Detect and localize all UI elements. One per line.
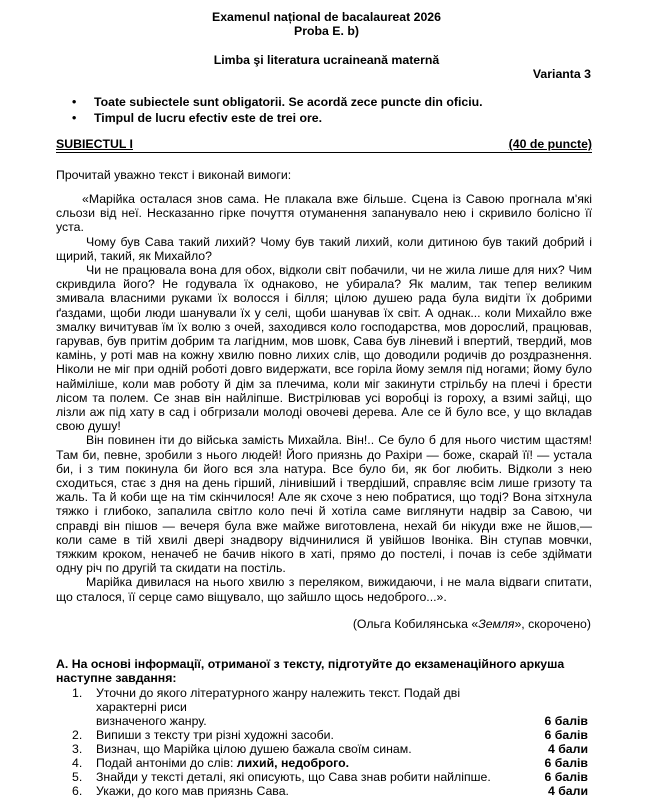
source-author: (Ольга Кобилянська « xyxy=(352,617,479,631)
task-number xyxy=(72,714,96,728)
task-text: Укажи, до кого мав приязнь Сава. xyxy=(96,784,289,798)
rule-text: Toate subiectele sunt obligatorii. Se acordă zece puncte din oficiu. xyxy=(94,95,483,109)
task-points xyxy=(524,686,592,714)
task-number: 3. xyxy=(72,742,83,756)
task-points: 6 балів xyxy=(544,728,588,742)
task-item xyxy=(72,686,592,714)
task-item xyxy=(72,756,592,770)
rule-item xyxy=(72,110,483,126)
task-number: 2. xyxy=(72,728,83,742)
task-points: 6 балів xyxy=(544,714,588,728)
bullet-icon: • xyxy=(72,111,77,125)
exam-title: Examenul național de bacalaureat 2026 xyxy=(212,10,441,24)
task-text-plain: Подай антоніми до слів: xyxy=(96,756,237,770)
task-number: 6. xyxy=(72,784,83,798)
task-points: 6 балів xyxy=(544,770,588,784)
task-points: 4 бали xyxy=(547,742,588,756)
rule-text: Timpul de lucru efectiv este de trei ore. xyxy=(94,111,323,125)
task-text: визначеного жанру. xyxy=(96,714,207,728)
task-points: 4 бали xyxy=(547,784,588,798)
excerpt-paragraph: Він повинен іти до війська замість Михайла. Він!.. Се було б для нього чистим щастям! Там би, певне, зробили з нього людей! Його приязнь до Рахіри — боже, скарай її! — устала би, і з тим покинула би його вся зла натура. Все було би, як бог любить. Відколи з нею сходиться, стає з дня на день гірший, лінивіший і твердіший, справляє всім лише гризоту та жаль. Та й коби ще на тім скінчилося! Але як схоче з нею побратися, що тоді? Вона зітхнула тяжко і глибоко, запалила світло коло печі й хотіла саме виглянути надвір за Савою, чи справді він пішов — вечеря була вже майже виготовлена, нехай би нікуди вже не йшов,— коли саме в тій хвилі двері знадвору відчинилися й увійшов Івоніка. Він ступав мовчки, тяжким кроком, неначеб не бачив нікого в хаті, прямо до постелі, і почав із себе здіймати одну річ по другій та скидати на постіль. xyxy=(56,433,592,576)
source-work: Земля xyxy=(478,617,515,631)
task-item xyxy=(72,728,592,742)
excerpt-paragraph: Чи не працювала вона для обох, відколи світ побачили, чи не жила лише для них? Чим скривдила його? Не годувала їх однаково, не убирала? Як малим, так тепер великим змивала власними руками їх волосся і білля; цілою душею рада була видіти їх добрими ґаздами, щоби люди шанували їх у селі, щоби шанував їх світ. А однак... коли Михайло вже змалку вичитував їм їх волю з очей, заходився коло господарства, мов дорослий, працював, гарував, був притім добрим та лагідним, мов шовк, Сава був ліневий і впертий, твердий, мов камінь, у роті мав на кожну хвилю повно лихих слів, що доводили родичів до роздразнення. Ніколи не міг при одній роботі довго видержати, все горіла йому земля під ногами; йому було найміліше, коли мав роботу й дім за плечима, коли міг закинути стрільбу на плечі і брести лісом та полем. Се знав він найліпше. Вистрілював усі воробці із гороху, а взимі зайці, що лізли аж під хату в сад і обгризали молоді овочеві дерева. Але се й було все, у що вкладав свою душу! xyxy=(56,263,592,434)
text-source xyxy=(353,617,591,631)
excerpt-paragraph: «Марійка осталася знов сама. Не плакала вже більше. Сцена із Савою прогнала м'які сльози від неї. Несказанно гірке почуття отуманення запанувало нею і скривило болісно її уста. xyxy=(56,192,592,235)
exam-rules xyxy=(72,94,483,126)
excerpt-paragraph: Чому був Сава такий лихий? Чому був такий лихий, коли дитиною був такий добрий і щирий, такий, як Михайло? xyxy=(56,234,592,263)
section-header xyxy=(56,137,592,153)
text-excerpt xyxy=(56,192,592,604)
section-points: (40 de puncte) xyxy=(508,137,592,151)
task-text: Визнач, що Марійка цілою душею бажала своїм синам. xyxy=(96,742,412,756)
task-text: Знайди у тексті деталі, які описують, що Сава знав робити найліпше. xyxy=(96,770,491,784)
exam-subject: Limba şi literatura ucraineană maternă xyxy=(213,53,440,67)
task-number: 5. xyxy=(72,770,83,784)
task-item xyxy=(72,770,592,784)
exam-proba: Proba E. b) xyxy=(294,24,359,38)
task-text: Уточни до якого літературного жанру належить текст. Подай дві характерні риси xyxy=(96,686,461,714)
task-text-bold: лихий, недоброго. xyxy=(236,756,350,770)
task-a-heading: A. На основі інформації, отриманої з тексту, підготуйте до екзаменаційного аркуша наступне завдання: xyxy=(56,657,565,685)
reading-instruction: Прочитай уважно текст і виконай вимоги: xyxy=(56,168,292,182)
task-number: 1. xyxy=(72,686,83,700)
task-item xyxy=(72,784,592,798)
bullet-icon: • xyxy=(72,95,77,109)
task-item xyxy=(72,742,592,756)
task-points: 6 балів xyxy=(544,756,588,770)
source-suffix: », скорочено) xyxy=(514,617,591,631)
task-text xyxy=(96,756,524,770)
excerpt-paragraph: Марійка дивилася на нього хвилю з переляком, вижидаючи, і не мала відваги спитати, що сталося, її серце само віщувало, що зайшло щось недоброго...». xyxy=(56,575,592,604)
task-number: 4. xyxy=(72,756,83,770)
task-list xyxy=(72,686,592,798)
exam-variant: Varianta 3 xyxy=(532,67,591,81)
task-item xyxy=(72,714,592,728)
section-title: SUBIECTUL I xyxy=(56,137,133,151)
rule-item xyxy=(72,94,483,110)
task-text: Випиши з тексту три різні художні засоби. xyxy=(96,728,334,742)
